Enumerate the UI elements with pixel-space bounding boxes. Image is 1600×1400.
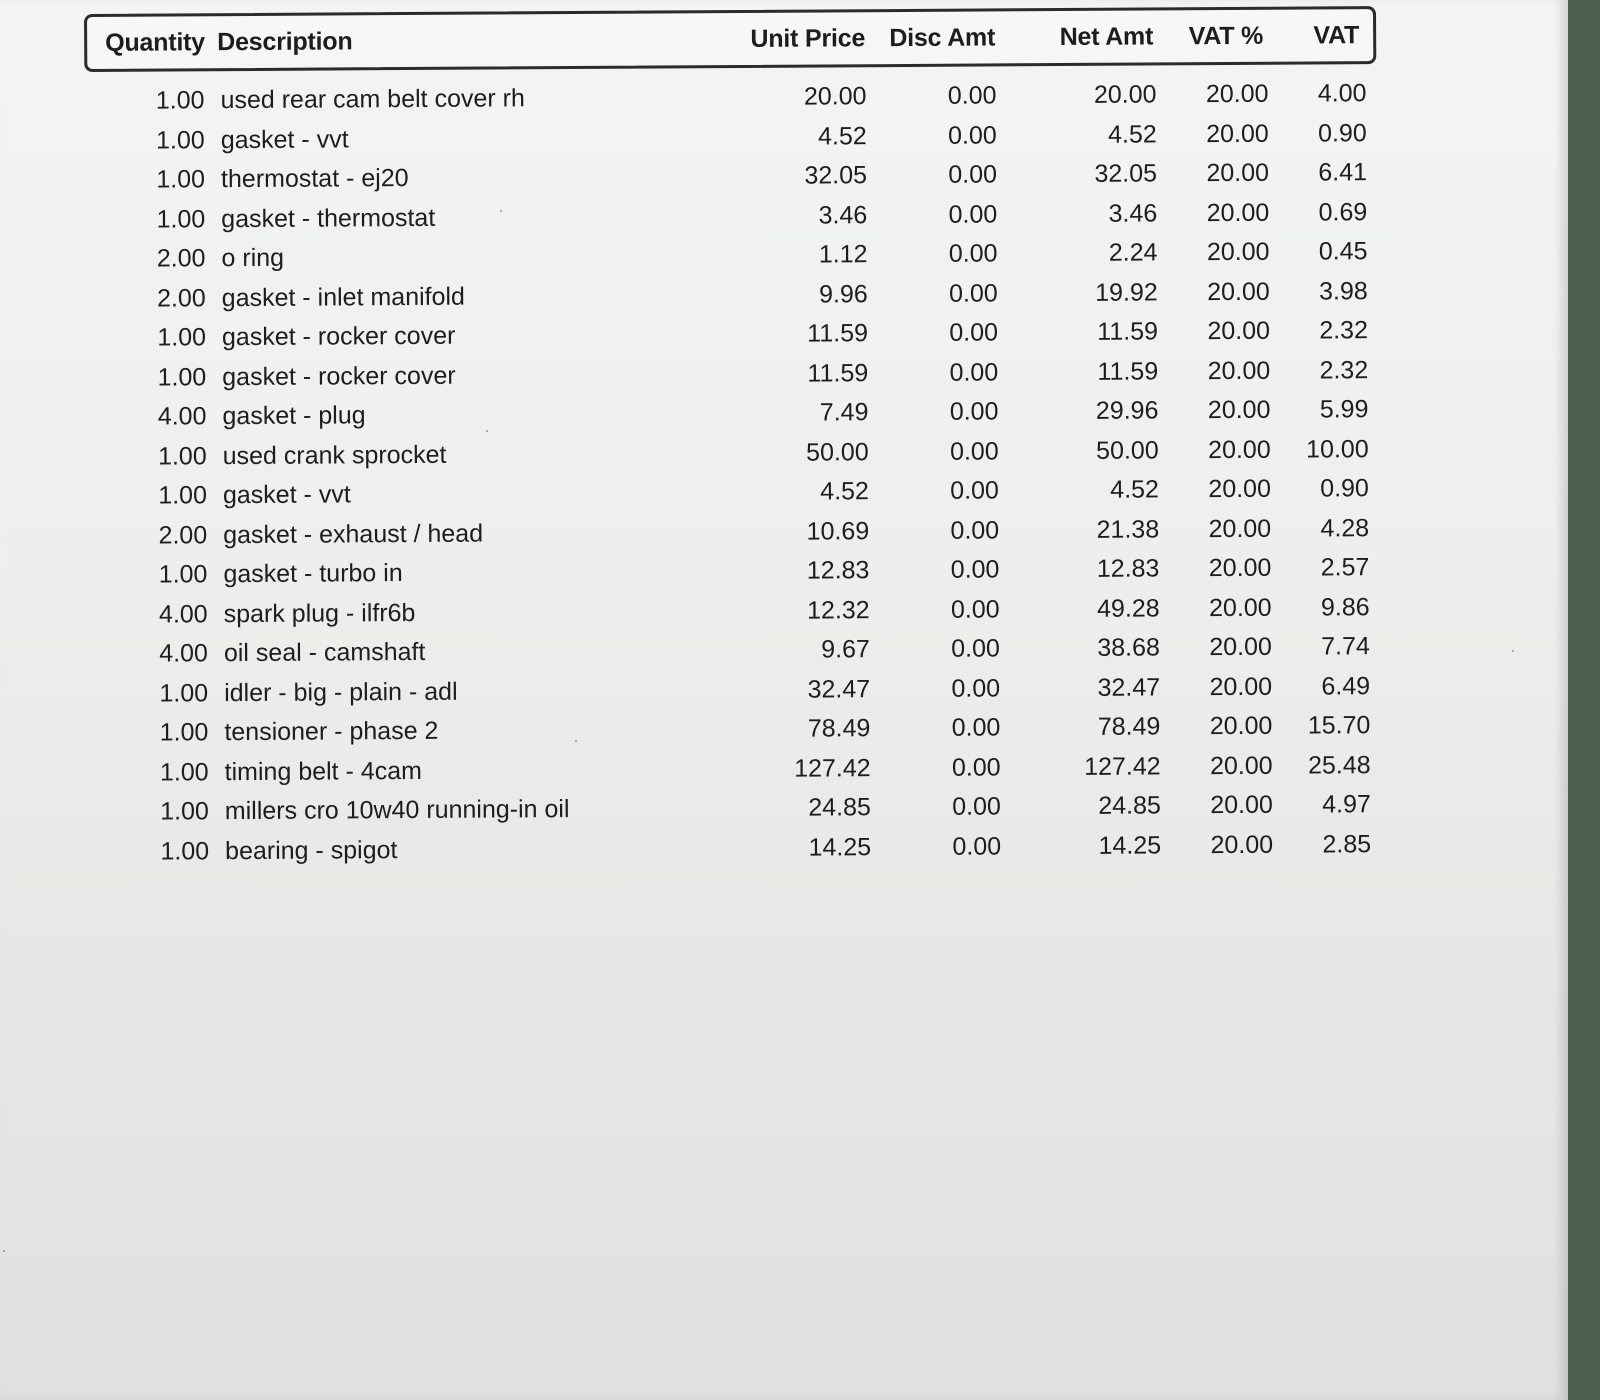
cell-net-amt: 127.42 [1084, 751, 1161, 781]
cell-net-amt: 21.38 [1096, 514, 1160, 544]
cell-description: idler - big - plain - adl [224, 677, 458, 707]
cell-vat: 6.41 [1318, 158, 1368, 187]
cell-quantity: 1.00 [156, 125, 205, 155]
cell-disc-amt: 0.00 [948, 239, 998, 268]
invoice-line-items-table [84, 6, 1381, 872]
cell-net-amt: 32.05 [1094, 159, 1158, 188]
cell-vat-percent: 20.00 [1206, 237, 1270, 267]
cell-description: gasket - exhaust / head [223, 519, 484, 549]
cell-net-amt: 4.52 [1107, 119, 1157, 149]
cell-disc-amt: 0.00 [949, 357, 999, 387]
cell-net-amt: 3.46 [1108, 198, 1158, 228]
cell-disc-amt: 0.00 [951, 752, 1001, 782]
cell-description: used crank sprocket [222, 440, 447, 470]
cell-quantity: 1.00 [159, 678, 209, 708]
cell-vat: 3.98 [1318, 276, 1368, 305]
cell-vat: 4.00 [1317, 79, 1367, 108]
cell-vat-percent: 20.00 [1207, 395, 1271, 425]
cell-disc-amt: 0.00 [950, 515, 1000, 545]
paper-speck [3, 1250, 5, 1252]
cell-description: spark plug - ilfr6b [223, 598, 416, 628]
cell-vat: 9.86 [1320, 592, 1370, 621]
cell-quantity: 1.00 [156, 204, 206, 234]
cell-disc-amt: 0.00 [948, 160, 998, 189]
cell-net-amt: 14.25 [1098, 830, 1162, 860]
cell-net-amt: 4.52 [1110, 475, 1160, 504]
cell-disc-amt: 0.00 [951, 713, 1001, 742]
cell-description: gasket - thermostat [221, 203, 436, 233]
cell-description: gasket - turbo in [223, 559, 403, 589]
cell-vat-percent: 20.00 [1207, 277, 1270, 306]
cell-quantity: 4.00 [157, 402, 207, 431]
cell-description: used rear cam belt cover rh [220, 84, 525, 115]
cell-description: millers cro 10w40 running-in oil [224, 795, 570, 826]
cell-vat: 7.74 [1321, 632, 1370, 661]
cell-quantity: 1.00 [156, 165, 206, 194]
cell-vat: 0.90 [1320, 474, 1370, 503]
cell-description: gasket - plug [222, 401, 366, 431]
cell-quantity: 1.00 [159, 757, 209, 787]
cell-disc-amt: 0.00 [952, 792, 1001, 821]
table-body [84, 74, 1381, 872]
cell-net-amt: 49.28 [1097, 593, 1160, 623]
cell-quantity: 1.00 [158, 481, 208, 510]
cell-description: gasket - rocker cover [222, 361, 456, 391]
cell-vat-percent: 20.00 [1206, 158, 1270, 188]
cell-vat-percent: 20.00 [1209, 672, 1273, 701]
cell-disc-amt: 0.00 [948, 199, 998, 229]
header-vat: VAT [1313, 20, 1360, 49]
cell-disc-amt: 0.00 [951, 634, 1000, 663]
cell-description: gasket - vvt [220, 124, 349, 154]
cell-disc-amt: 0.00 [950, 594, 1000, 624]
cell-vat-percent: 20.00 [1205, 79, 1269, 109]
cell-description: bearing - spigot [225, 835, 398, 865]
cell-disc-amt: 0.00 [950, 476, 1000, 505]
cell-quantity: 4.00 [159, 639, 208, 668]
cell-vat: 0.90 [1317, 118, 1367, 147]
cell-vat-percent: 20.00 [1208, 474, 1272, 504]
cell-quantity: 1.00 [160, 797, 209, 826]
cell-disc-amt: 0.00 [951, 673, 1001, 703]
cell-vat-percent: 20.00 [1209, 751, 1273, 780]
cell-unit-price: 32.05 [804, 161, 868, 190]
cell-net-amt: 50.00 [1096, 435, 1159, 465]
cell-description: tensioner - phase 2 [224, 716, 439, 747]
cell-unit-price: 14.25 [808, 832, 872, 862]
cell-vat: 15.70 [1307, 711, 1371, 740]
cell-quantity: 2.00 [158, 520, 208, 550]
cell-unit-price: 11.59 [807, 319, 869, 348]
cell-quantity: 1.00 [155, 86, 205, 115]
cell-vat-percent: 20.00 [1209, 632, 1272, 662]
cell-net-amt: 78.49 [1097, 712, 1161, 741]
cell-unit-price: 3.46 [818, 200, 868, 230]
cell-vat: 0.45 [1318, 237, 1368, 266]
cell-vat: 10.00 [1306, 434, 1369, 464]
cell-unit-price: 7.49 [819, 398, 869, 427]
cell-vat-percent: 20.00 [1208, 553, 1272, 583]
header-disc-amt: Disc Amt [889, 22, 996, 52]
cell-disc-amt: 0.00 [948, 278, 998, 308]
cell-vat-percent: 20.00 [1210, 790, 1273, 820]
cell-vat-percent: 20.00 [1208, 435, 1271, 464]
header-unit-price: Unit Price [750, 23, 866, 53]
cell-unit-price: 12.32 [807, 595, 870, 625]
cell-vat: 4.28 [1320, 513, 1370, 542]
cell-quantity: 1.00 [159, 718, 209, 747]
cell-description: gasket - vvt [222, 480, 351, 510]
cell-quantity: 1.00 [157, 323, 207, 352]
cell-description: timing belt - 4cam [224, 756, 423, 786]
cell-description: gasket - rocker cover [221, 321, 456, 352]
cell-net-amt: 29.96 [1095, 396, 1159, 425]
cell-description: thermostat - ej20 [220, 164, 409, 194]
cell-net-amt: 11.59 [1097, 356, 1159, 386]
cell-vat: 25.48 [1307, 750, 1371, 780]
cell-quantity: 2.00 [156, 283, 206, 313]
cell-unit-price: 12.83 [806, 556, 870, 585]
cell-vat: 0.69 [1318, 197, 1368, 226]
cell-description: o ring [221, 243, 285, 273]
cell-disc-amt: 0.00 [950, 555, 1000, 584]
cell-quantity: 1.00 [157, 362, 207, 392]
cell-unit-price: 78.49 [807, 714, 871, 743]
cell-vat: 2.32 [1319, 355, 1369, 384]
cell-disc-amt: 0.00 [952, 831, 1002, 861]
cell-unit-price: 4.52 [820, 477, 870, 506]
cell-vat-percent: 20.00 [1209, 711, 1273, 741]
cell-net-amt: 2.24 [1108, 238, 1158, 267]
cell-net-amt: 38.68 [1097, 633, 1160, 662]
cell-description: gasket - inlet manifold [221, 282, 466, 312]
cell-quantity: 1.00 [160, 836, 210, 866]
cell-vat-percent: 20.00 [1207, 316, 1271, 346]
cell-unit-price: 127.42 [794, 753, 871, 783]
cell-net-amt: 20.00 [1093, 80, 1157, 109]
cell-vat-percent: 20.00 [1208, 593, 1272, 622]
cell-vat: 2.32 [1319, 316, 1369, 345]
header-description: Description [217, 26, 353, 56]
cell-disc-amt: 0.00 [949, 397, 999, 426]
cell-net-amt: 24.85 [1098, 791, 1161, 820]
cell-unit-price: 9.67 [821, 635, 870, 664]
cell-vat: 2.57 [1320, 553, 1370, 582]
cell-disc-amt: 0.00 [947, 81, 997, 110]
cell-net-amt: 12.83 [1096, 554, 1160, 583]
header-vat-percent: VAT % [1188, 21, 1264, 50]
cell-unit-price: 50.00 [806, 437, 869, 467]
table-row [89, 825, 1381, 872]
cell-quantity: 1.00 [158, 560, 208, 589]
cell-vat-percent: 20.00 [1208, 514, 1272, 543]
cell-unit-price: 32.47 [807, 674, 871, 704]
cell-disc-amt: 0.00 [949, 318, 999, 347]
header-net-amt: Net Amt [1059, 21, 1154, 51]
cell-unit-price: 4.52 [818, 121, 867, 151]
cell-disc-amt: 0.00 [949, 436, 999, 466]
cell-vat-percent: 20.00 [1206, 119, 1269, 148]
cell-vat-percent: 20.00 [1207, 356, 1271, 385]
cell-vat: 4.97 [1322, 790, 1371, 819]
cell-unit-price: 24.85 [808, 793, 871, 822]
cell-vat-percent: 20.00 [1206, 198, 1270, 227]
cell-vat-percent: 20.00 [1210, 830, 1274, 859]
cell-unit-price: 9.96 [818, 279, 868, 309]
cell-net-amt: 19.92 [1095, 277, 1158, 307]
header-quantity: Quantity [105, 27, 206, 57]
paper-speck [1512, 650, 1514, 652]
cell-vat: 6.49 [1321, 671, 1371, 700]
cell-net-amt: 11.59 [1097, 317, 1159, 346]
cell-quantity: 4.00 [158, 599, 208, 629]
cell-vat: 2.85 [1322, 829, 1372, 858]
cell-disc-amt: 0.00 [947, 120, 997, 150]
cell-unit-price: 20.00 [803, 82, 867, 111]
cell-unit-price: 10.69 [806, 516, 870, 546]
table-header [84, 6, 1376, 72]
cell-unit-price: 11.59 [807, 358, 869, 388]
cell-net-amt: 32.47 [1097, 672, 1161, 702]
cell-vat: 5.99 [1319, 395, 1369, 424]
cell-quantity: 2.00 [156, 244, 206, 273]
cell-quantity: 1.00 [157, 441, 207, 471]
cell-description: oil seal - camshaft [223, 637, 426, 668]
cell-unit-price: 1.12 [818, 240, 868, 269]
